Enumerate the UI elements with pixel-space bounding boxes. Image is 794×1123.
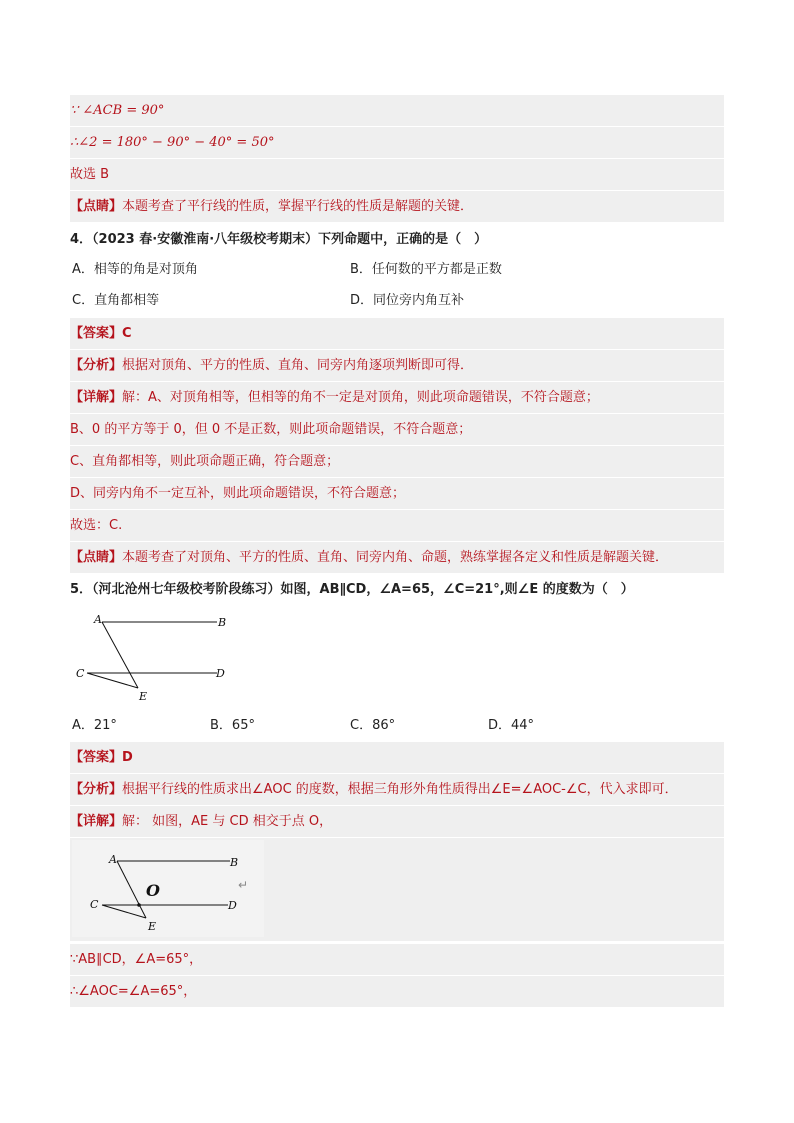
label-d: D xyxy=(216,667,225,680)
line-ae xyxy=(117,861,146,918)
solution-diagram xyxy=(72,840,264,937)
q5-stem: 5．（河北沧州七年级校考阶段练习）如图，AB∥CD，∠A=65，∠C=21°,则∠E 的度数为（ ） xyxy=(70,582,634,597)
return-mark: ↵ xyxy=(238,878,249,892)
q4-option-c: C．直角都相等 xyxy=(72,293,160,308)
q5-step-2: ∴∠AOC=∠A=65°， xyxy=(70,976,724,1007)
label-c: C xyxy=(76,667,85,680)
q4-detail-3: C、直角都相等，则此项命题正确，符合题意； xyxy=(70,446,724,477)
comment-text: 本题考查了平行线的性质，掌握平行线的性质是解题的关键． xyxy=(122,199,474,214)
q5-step-1: ∵AB∥CD，∠A=65°， xyxy=(70,944,724,975)
q4-detail-1: 【详解】解：A、对顶角相等，但相等的角不一定是对顶角，则此项命题错误，不符合题意； xyxy=(70,382,724,413)
label-d: D xyxy=(228,899,237,912)
q5-option-d: D．44° xyxy=(488,718,535,733)
q4-option-d: D．同位旁内角互补 xyxy=(350,293,465,308)
line-ce xyxy=(102,905,146,918)
label-b: B xyxy=(218,616,227,629)
label-e: E xyxy=(148,920,157,933)
q5-option-b: B．65° xyxy=(210,718,255,733)
line-ae xyxy=(102,622,138,688)
q5-answer: 【答案】D xyxy=(70,742,724,773)
q4-detail-4: D、同旁内角不一定互补，则此项命题错误，不符合题意； xyxy=(70,478,724,509)
q4-option-a: A．相等的角是对顶角 xyxy=(72,262,198,277)
label-e: E xyxy=(139,690,148,703)
q5-detail-intro: 【详解】解： 如图，AE 与 CD 相交于点 O， xyxy=(70,806,724,837)
choice-line: 故选 B xyxy=(70,159,724,190)
q4-stem: 4．（2023 春·安徽淮南·八年级校考期末）下列命题中，正确的是（ ） xyxy=(70,232,488,247)
q4-answer: 【答案】C xyxy=(70,318,724,349)
label-a: A xyxy=(109,853,117,866)
q4-option-b: B．任何数的平方都是正数 xyxy=(350,262,502,277)
q4-analysis: 【分析】根据对顶角、平方的性质、直角、同旁内角逐项判断即可得． xyxy=(70,350,724,381)
calc-line: ∴∠2 = 180° − 90° − 40° = 50° xyxy=(70,127,724,158)
label-b: B xyxy=(230,856,239,869)
q5-solution-figure xyxy=(72,840,264,937)
q4-comment: 【点睛】本题考查了对顶角、平方的性质、直角、同旁内角、命题，熟练掌握各定义和性质是解题关键． xyxy=(70,542,724,573)
q4-detail-5: 故选：C. xyxy=(70,510,724,541)
q5-option-a: A．21° xyxy=(72,718,117,733)
label-o: O xyxy=(146,881,160,900)
q5-option-c: C．86° xyxy=(350,718,396,733)
comment-line xyxy=(70,191,724,222)
point-o xyxy=(137,903,141,907)
q5-analysis: 【分析】根据平行线的性质求出∠AOC 的度数，根据三角形外角性质得出∠E=∠AOC-∠C，代入求即可． xyxy=(70,774,724,805)
label-c: C xyxy=(90,898,99,911)
line-ce xyxy=(87,673,138,688)
q4-detail-2: B、0 的平方等于 0，但 0 不是正数，则此项命题错误，不符合题意； xyxy=(70,414,724,445)
comment-tag: 【点睛】 xyxy=(70,199,123,214)
since-line: ∵ ∠ACB = 90° xyxy=(70,95,724,126)
label-a: A xyxy=(94,613,102,626)
q5-figure xyxy=(72,610,242,705)
